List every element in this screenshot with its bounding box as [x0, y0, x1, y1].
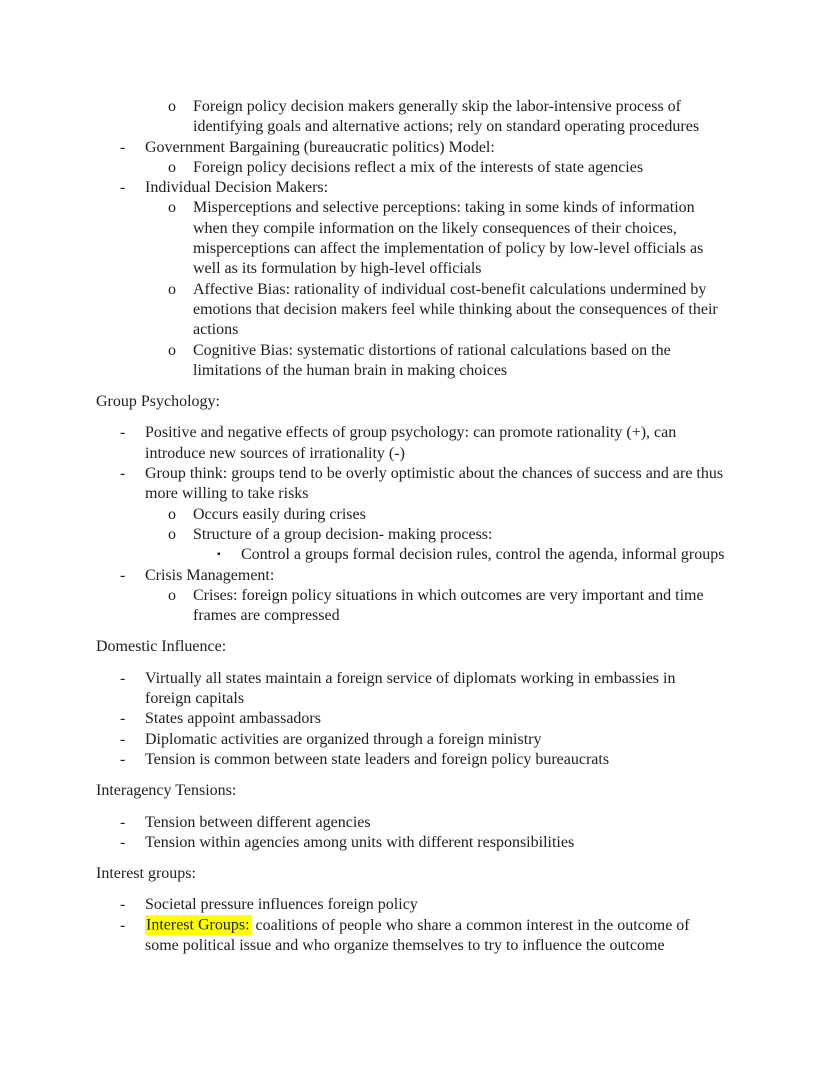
list-item-text: Occurs easily during crises: [193, 505, 366, 523]
bullet-marker: -: [120, 710, 126, 728]
list-item-text: Affective Bias: rationality of individual cost-benefit calculations undermined by emotions that decision makers feel while thinking about the consequences of their actions: [193, 280, 718, 339]
list-item: [0, 97, 828, 138]
list-item: [0, 916, 828, 957]
list-item-text: Virtually all states maintain a foreign service of diplomats working in embassies in foreign capitals: [145, 669, 676, 708]
list-item: [0, 709, 828, 729]
list-item-text: Cognitive Bias: systematic distortions of rational calculations based on the limitations of the human brain in making choices: [193, 341, 671, 379]
heading-text: Group Psychology:: [96, 392, 220, 410]
list-item: [0, 505, 828, 525]
bullet-marker: o: [168, 199, 176, 217]
bullet-marker: o: [168, 505, 176, 523]
section-heading: [96, 781, 725, 801]
bullet-marker: -: [120, 138, 126, 156]
bullet-marker: o: [168, 158, 176, 176]
list-item-text: Diplomatic activities are organized through a foreign ministry: [145, 730, 542, 748]
list-item: [0, 138, 828, 158]
list-item-text: Foreign policy decision makers generally skip the labor-intensive process of identifying goals and alternative actions; rely on standard operating procedures: [193, 98, 700, 136]
list-item: [0, 525, 828, 545]
bullet-marker: o: [168, 525, 176, 543]
bullet-marker: -: [120, 833, 126, 851]
list-item: [0, 464, 828, 505]
list-item-text: Interest Groups: coalitions of people who share a common interest in the outcome of some political issue and who organize themselves to try to influence the outcome: [145, 916, 690, 954]
bullet-marker: ▪: [217, 549, 221, 561]
list-item-text: Tension within agencies among units with different responsibilities: [145, 833, 575, 851]
bullet-marker: -: [120, 813, 126, 831]
heading-text: Interest groups:: [96, 864, 196, 882]
document-content: [0, 97, 828, 956]
list-item-text: Government Bargaining (bureaucratic politics) Model:: [145, 138, 495, 156]
list-item-text: Individual Decision Makers:: [145, 179, 329, 197]
list-item: [0, 341, 828, 382]
list-item: [0, 895, 828, 915]
bullet-marker: o: [168, 586, 176, 604]
list-item: [0, 750, 828, 770]
list-item-text: Tension between different agencies: [145, 813, 371, 831]
list-item-text: Tension is common between state leaders and foreign policy bureaucrats: [145, 750, 610, 768]
list-item: [0, 178, 828, 198]
section-heading: [96, 637, 725, 657]
list-item-text: Societal pressure influences foreign policy: [145, 896, 418, 914]
list-item: [0, 813, 828, 833]
list-item-text: Crisis Management:: [145, 566, 275, 584]
list-item: [0, 280, 828, 341]
list-item-text: Misperceptions and selective perceptions: taking in some kinds of information when they compile information on the likely consequences of their choices, misperceptions can affect the implementation of policy by low-level officials as well as its formulation by high-level officials: [193, 199, 704, 278]
heading-text: Domestic Influence:: [96, 637, 227, 655]
bullet-marker: -: [120, 896, 126, 914]
bullet-marker: -: [120, 179, 126, 197]
bullet-marker: -: [120, 916, 126, 934]
list-item-text: Foreign policy decisions reflect a mix of the interests of state agencies: [193, 158, 644, 176]
section-heading: [96, 392, 725, 412]
bullet-marker: o: [168, 98, 176, 115]
bullet-marker: -: [120, 750, 126, 768]
highlighted-text: Interest Groups:: [146, 916, 250, 934]
list-item: [0, 158, 828, 178]
list-item-text: Structure of a group decision- making process:: [193, 525, 493, 543]
list-item: [0, 669, 828, 710]
list-item: [0, 423, 828, 464]
heading-text: Interagency Tensions:: [96, 781, 237, 799]
list-item: [0, 586, 828, 627]
bullet-marker: -: [120, 730, 126, 748]
bullet-marker: -: [120, 669, 126, 687]
bullet-marker: -: [120, 566, 126, 584]
bullet-marker: -: [120, 424, 126, 442]
list-item-text: Group think: groups tend to be overly optimistic about the chances of success and are thus more willing to take risks: [145, 465, 724, 503]
list-item: [0, 545, 828, 565]
bullet-marker: -: [120, 465, 126, 483]
list-item: [0, 833, 828, 853]
list-item-text: Control a groups formal decision rules, control the agenda, informal groups: [241, 546, 725, 564]
list-item: [0, 198, 828, 279]
section-heading: [96, 864, 725, 884]
list-item-text: Positive and negative effects of group psychology: can promote rationality (+), can introduce new sources of irrationality (-): [145, 424, 677, 462]
bullet-marker: o: [168, 280, 176, 298]
list-item: [0, 566, 828, 586]
list-item-text: States appoint ambassadors: [145, 710, 321, 728]
bullet-marker: o: [168, 341, 176, 359]
list-item-text: Crises: foreign policy situations in which outcomes are very important and time frames are compressed: [193, 586, 704, 625]
list-item: [0, 730, 828, 750]
